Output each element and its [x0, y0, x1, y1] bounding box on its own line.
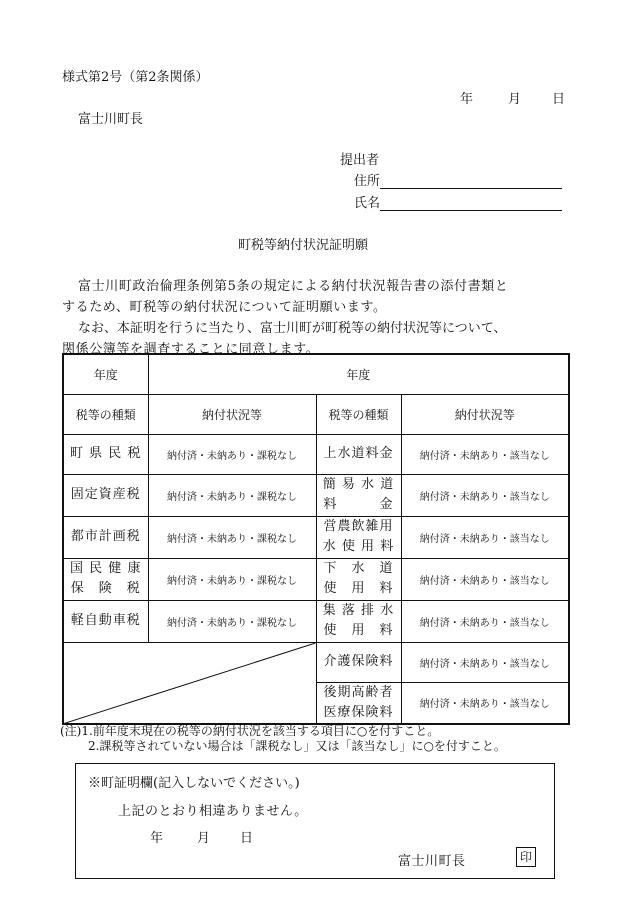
address-label: 住所: [354, 174, 381, 189]
tax-type-cell: [316, 558, 401, 600]
tax-type-cell: [316, 682, 401, 724]
tax-type-line1: 簡 易 水 道: [322, 477, 395, 492]
tax-type-cell: [63, 516, 148, 558]
status-cell[interactable]: 納付済・未納あり・課税なし: [148, 558, 316, 600]
tax-type-line1: 後期高齢者: [323, 684, 394, 700]
tax-type-line1: 国 民 健 康: [70, 561, 142, 576]
col-status-left: 納付状況等: [148, 394, 316, 434]
tax-type-cell: [316, 600, 401, 642]
tax-type-line1: 下 水 道: [323, 561, 394, 576]
tax-type-line1: 都市計画税: [70, 529, 141, 544]
tax-type-cell: [63, 434, 148, 474]
name-field[interactable]: [380, 196, 562, 211]
status-cell[interactable]: 納付済・未納あり・該当なし: [401, 474, 569, 516]
certification-title: ※町証明欄(記入しないでください。): [88, 776, 300, 791]
status-cell[interactable]: 納付済・未納あり・課税なし: [148, 516, 316, 558]
tax-type-line1: 固定資産税: [70, 487, 141, 502]
status-cell[interactable]: 納付済・未納あり・該当なし: [401, 516, 569, 558]
blank-crossed-cell: [63, 642, 316, 724]
col-status-right: 納付状況等: [401, 394, 569, 434]
body-line-4: 関係公簿等を調査することに同意します。: [62, 342, 320, 357]
tax-type-line1: 上水道料金: [323, 446, 394, 461]
date-month: 月: [508, 92, 522, 107]
status-cell[interactable]: 納付済・未納あり・課税なし: [148, 434, 316, 474]
tax-type-line1: 介護保険料: [323, 654, 394, 669]
date-day: 日: [552, 92, 566, 107]
form-number: 様式第2号（第2条関係）: [62, 70, 209, 85]
name-row: [354, 192, 562, 211]
year-header: 年度: [63, 354, 148, 394]
note-1: (注)1.前年度末現在の税等の納付状況を該当する項目に○を付すこと。: [60, 724, 440, 738]
body-line-3: なお、本証明を行うに当たり、富士川町が町税等の納付状況等について、: [78, 321, 507, 336]
tax-type-cell: [316, 474, 401, 516]
tax-type-cell: [63, 600, 148, 642]
tax-type-cell: [316, 642, 401, 682]
note-2: 2.課税等されていない場合は「課税なし」又は「該当なし」に○を付すこと。: [88, 739, 506, 753]
status-cell[interactable]: 納付済・未納あり・該当なし: [401, 434, 569, 474]
tax-type-cell: [316, 434, 401, 474]
certification-statement: 上記のとおり相違ありません。: [118, 804, 308, 819]
tax-type-line1: 軽自動車税: [70, 613, 141, 628]
body-line-1: 富士川町政治倫理条例第5条の規定による納付状況報告書の添付書類と: [78, 279, 509, 294]
addressee: 富士川町長: [78, 112, 144, 127]
year-value-cell[interactable]: 年度: [148, 354, 569, 394]
status-cell[interactable]: 納付済・未納あり・課税なし: [148, 600, 316, 642]
seal-stamp: 印: [516, 847, 536, 867]
cert-month: 月: [197, 831, 211, 846]
tax-type-line2: 医療保険料: [323, 704, 394, 720]
col-type-left: 税等の種類: [63, 394, 148, 434]
status-cell[interactable]: 納付済・未納あり・該当なし: [401, 600, 569, 642]
address-field[interactable]: [380, 174, 562, 189]
col-type-right: 税等の種類: [316, 394, 401, 434]
date-year: 年: [460, 92, 474, 107]
tax-type-line2: 使 用 料: [323, 581, 394, 596]
status-cell[interactable]: 納付済・未納あり・該当なし: [401, 682, 569, 724]
applicant-label: 提出者: [340, 153, 380, 168]
status-cell[interactable]: 納付済・未納あり・該当なし: [401, 642, 569, 682]
document-title: 町税等納付状況証明願: [238, 238, 369, 253]
cert-day: 日: [240, 831, 254, 846]
status-cell[interactable]: 納付済・未納あり・課税なし: [148, 474, 316, 516]
cert-issuer: 富士川町長: [398, 854, 466, 869]
tax-type-line2: 保 険 税: [70, 581, 141, 596]
tax-type-line2: 使 用 料: [323, 623, 394, 638]
body-line-2: するため、町税等の納付状況について証明願います。: [62, 300, 387, 315]
tax-type-cell: [63, 558, 148, 600]
tax-type-line1: 町 県 民 税: [70, 446, 142, 461]
diagonal-strike-line: [64, 643, 316, 724]
address-row: [354, 170, 562, 189]
name-label: 氏名: [354, 196, 381, 211]
tax-type-line2: 料 金: [323, 497, 394, 512]
tax-type-line1: 集 落 排 水: [322, 603, 395, 618]
seal-mark: [516, 846, 536, 867]
status-cell[interactable]: 納付済・未納あり・該当なし: [401, 558, 569, 600]
tax-type-line2: 水 使 用 料: [322, 539, 395, 554]
cert-year: 年: [150, 831, 164, 846]
tax-type-line1: 営農飲雑用: [323, 519, 394, 534]
tax-type-cell: [316, 516, 401, 558]
tax-status-table: [62, 353, 570, 725]
tax-type-cell: [63, 474, 148, 516]
